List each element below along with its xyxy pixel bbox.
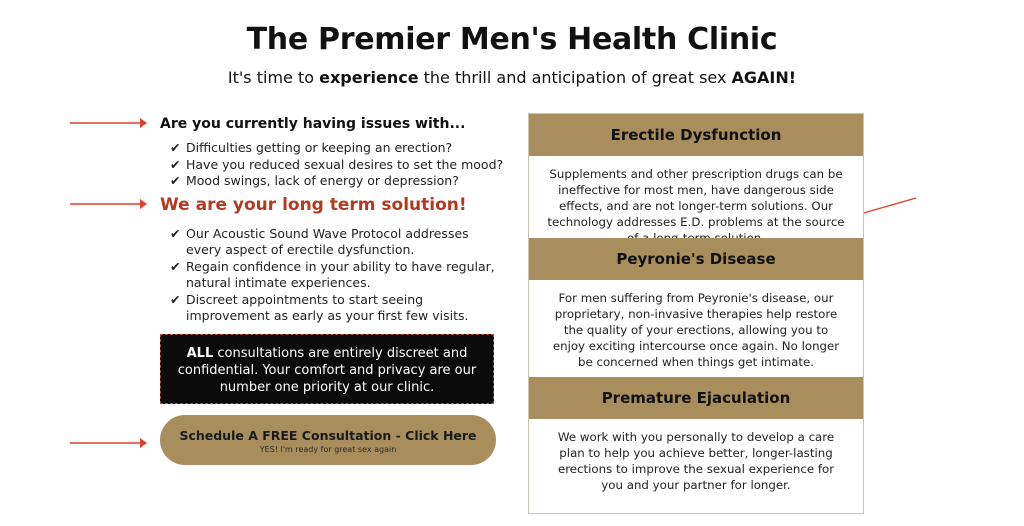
- list-item: [170, 140, 505, 157]
- card-title: Peyronie's Disease: [529, 238, 863, 280]
- left-column: [160, 114, 505, 325]
- cta-sublabel: YES! I'm ready for great sex again: [259, 445, 397, 454]
- issues-heading: Are you currently having issues with...: [160, 116, 466, 132]
- list-item-text: Our Acoustic Sound Wave Protocol addresses every aspect of erectile dysfunction.: [186, 225, 469, 257]
- list-item-text: Have you reduced sexual desires to set the mood?: [186, 156, 504, 172]
- subtitle-bold-again: AGAIN!: [731, 68, 797, 87]
- check-icon: ✔: [170, 225, 181, 241]
- card-body: For men suffering from Peyronie's disease, our proprietary, non-invasive therapies help restore the quality of your erections, allowing you to enjoy exciting intercourse once again. No longer be concerned when things get intimate.: [552, 291, 840, 369]
- card-erectile-dysfunction: [528, 113, 864, 251]
- notice-bold: ALL: [186, 346, 214, 361]
- card-body: Supplements and other prescription drugs can be ineffective for most men, have dangerous side effects, and are not longer-term solutions. Our technology addresses E.D. problems at the source: [547, 167, 845, 229]
- subtitle-text-1: It's time to: [227, 68, 320, 87]
- arrow-icon: [68, 117, 148, 129]
- issues-list: [160, 140, 505, 190]
- check-icon: ✔: [170, 173, 181, 188]
- check-icon: ✔: [170, 140, 181, 155]
- arrow-icon: [68, 198, 148, 210]
- privacy-notice: [160, 334, 494, 404]
- schedule-consultation-button[interactable]: [160, 415, 496, 465]
- list-item: [170, 292, 505, 325]
- subtitle-text-2: the thrill and anticipation of great sex: [418, 68, 732, 87]
- list-item: [170, 173, 505, 190]
- card-peyronies-disease: [528, 238, 864, 389]
- notice-text: consultations are entirely discreet and confidential. Your comfort and privacy are our number one priority at our clinic.: [177, 346, 477, 395]
- list-item-text: Regain confidence in your ability to have regular, natural intimate experiences.: [186, 258, 495, 290]
- arrow-icon: [68, 437, 148, 449]
- solution-list: [160, 226, 505, 325]
- hero-subtitle: [0, 68, 1024, 87]
- list-item: [170, 157, 505, 174]
- hero-title: The Premier Men's Health Clinic: [246, 22, 778, 57]
- cta-label: Schedule A FREE Consultation - Click Here: [179, 428, 477, 443]
- card-body: We work with you personally to develop a care plan to help you achieve better, longer-lasting erections to improve the sexual experience for you and your partner for longer.: [557, 430, 835, 492]
- card-title: Erectile Dysfunction: [529, 114, 863, 156]
- card-premature-ejaculation: [528, 377, 864, 514]
- check-icon: ✔: [170, 258, 181, 274]
- subtitle-bold-experience: experience: [319, 68, 419, 87]
- list-item: [170, 259, 505, 292]
- solution-heading: We are your long term solution!: [160, 194, 467, 215]
- list-item-text: Difficulties getting or keeping an erection?: [186, 140, 453, 155]
- card-title: Premature Ejaculation: [529, 377, 863, 419]
- check-icon: ✔: [170, 156, 181, 172]
- list-item: [170, 226, 505, 259]
- check-icon: ✔: [170, 291, 181, 307]
- list-item-text: Discreet appointments to start seeing improvement as early as your first few visits.: [186, 291, 469, 323]
- list-item-text: Mood swings, lack of energy or depression?: [186, 173, 459, 188]
